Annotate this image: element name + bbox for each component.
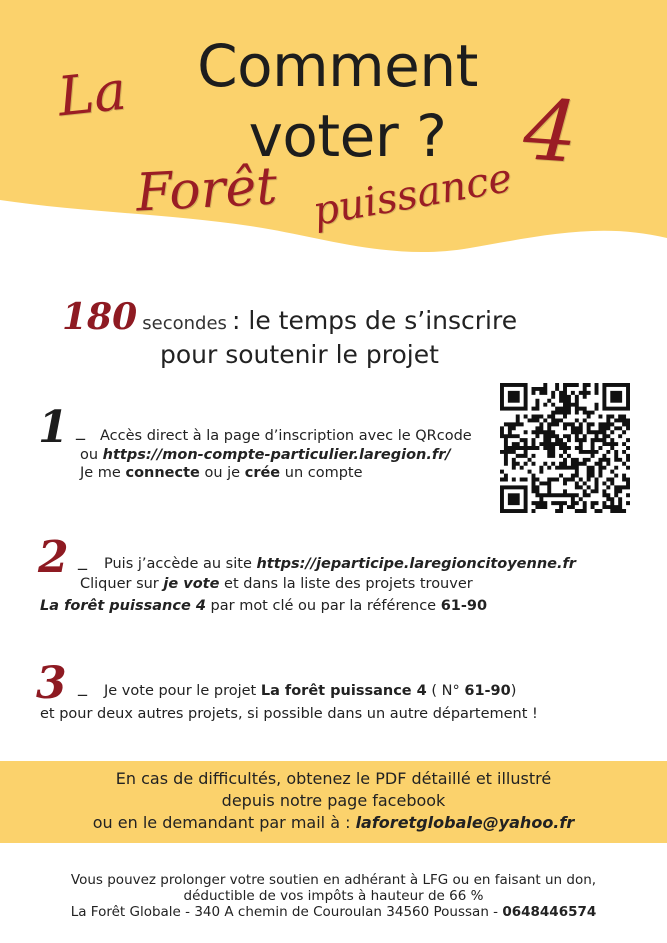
info-text-pre: ou en le demandant par mail à :	[92, 813, 356, 832]
title-line-2: voter ?	[248, 102, 447, 170]
step-2-project-name: La forêt puissance 4	[40, 598, 206, 614]
step-1-text-c: ou je	[199, 465, 245, 481]
tagline-line-2: pour soutenir le projet	[160, 340, 439, 369]
step-2-text-pre: Puis j’accède au site	[104, 556, 257, 572]
tagline-number: 180	[62, 296, 138, 338]
step-2-line-1	[104, 556, 576, 572]
title-line-1: Comment	[197, 32, 478, 100]
step-1-dash: _	[76, 420, 85, 441]
project-name-la: La	[54, 58, 130, 129]
qr-code[interactable]	[500, 383, 630, 513]
footer-phone: 0648446574	[502, 904, 597, 920]
step-1-or: ou	[80, 447, 103, 463]
step-2-reference: 61-90	[440, 598, 488, 614]
contact-email-link[interactable]: laforetglobale@yahoo.fr	[355, 813, 575, 832]
step-3-reference: 61-90	[464, 683, 511, 699]
step-3-text-a: Je vote pour le projet	[104, 683, 261, 699]
step-2-url-link[interactable]: https://jeparticipe.laregioncitoyenne.fr	[256, 556, 576, 572]
info-line-2: depuis notre page facebook	[221, 791, 446, 810]
step-3-number: 3	[36, 658, 67, 709]
footer-line-1: Vous pouvez prolonger votre soutien en adhérant à LFG ou en faisant un don,	[70, 872, 597, 888]
step-3-line-2: et pour deux autres projets, si possible dans un autre département !	[40, 706, 538, 722]
step-1-line-2	[80, 447, 451, 463]
footer-line-2: déductible de vos impôts à hauteur de 66 %	[183, 888, 484, 904]
step-1-connecte: connecte	[125, 465, 200, 481]
step-1-cree: crée	[244, 465, 281, 481]
step-2-je-vote: je vote	[163, 576, 220, 592]
step-3-text-c: ( N°	[426, 683, 465, 699]
step-2-line-2	[80, 576, 473, 592]
info-band	[0, 761, 667, 843]
footer-line-3	[0, 904, 667, 920]
info-line-1: En cas de difficultés, obtenez le PDF détaillé et illustré	[115, 769, 552, 788]
step-3-project-name: La forêt puissance 4	[260, 683, 427, 699]
step-1-line-1: Accès direct à la page d’inscription avec le QRcode	[100, 428, 472, 444]
step-1-line-3	[80, 465, 363, 481]
step-2-text-c: et dans la liste des projets trouver	[219, 576, 473, 592]
step-3-text-e: )	[510, 683, 517, 699]
project-name-puissance: puissance	[309, 154, 516, 236]
step-2-line-3	[40, 598, 487, 614]
project-name-4: 4	[520, 80, 581, 182]
tagline-rest: : le temps de s’inscrire	[232, 306, 518, 335]
tagline	[62, 296, 622, 338]
step-1-number: 1	[38, 402, 69, 453]
tagline-unit: secondes	[142, 313, 227, 334]
step-2-dash: _	[78, 550, 87, 571]
step-1-url-link[interactable]: https://mon-compte-particulier.laregion.fr/	[102, 447, 451, 463]
step-2-number: 2	[38, 532, 69, 583]
step-3-dash: _	[78, 676, 87, 697]
footer-address: La Forêt Globale - 340 A chemin de Couroulan 34560 Poussan -	[70, 904, 503, 920]
step-1-text-a: Je me	[80, 465, 126, 481]
project-name-foret: Forêt	[134, 156, 279, 224]
step-2-text-a: Cliquer sur	[80, 576, 164, 592]
step-1-text-e: un compte	[280, 465, 363, 481]
step-3-line-1	[104, 683, 516, 699]
info-line-3	[0, 813, 667, 832]
step-2-text-b: par mot clé ou par la référence	[205, 598, 441, 614]
